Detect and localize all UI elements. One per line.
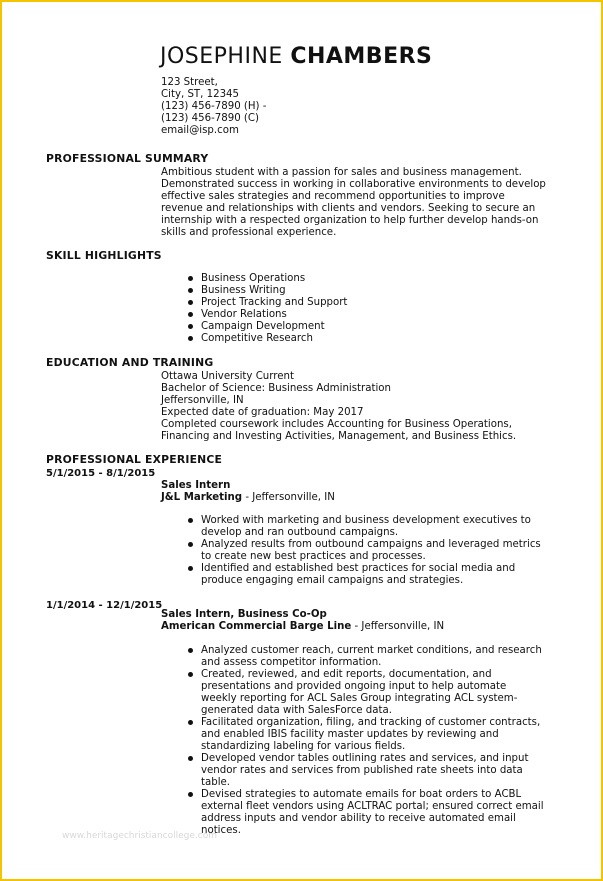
job-bullet bbox=[201, 539, 541, 563]
location-line: Jeffersonville, IN bbox=[161, 395, 244, 406]
first-name: JOSEPHINE bbox=[160, 44, 283, 69]
bullet-line: to create new best practices and processes. bbox=[201, 551, 426, 562]
watermark: www.heritagechristiancollege.com bbox=[62, 831, 217, 841]
bullet-line: presentations and provided ongoing input to help automate bbox=[201, 681, 507, 692]
skill-item: Vendor Relations bbox=[201, 309, 347, 321]
bullet-line: and assess competitor information. bbox=[201, 657, 382, 668]
skill-item: Project Tracking and Support bbox=[201, 297, 348, 308]
summary-line: Ambitious student with a passion for sales and business management. bbox=[161, 167, 522, 178]
job-bullets bbox=[201, 515, 541, 587]
bullet-line: table. bbox=[201, 777, 231, 788]
bullet-line: notices. bbox=[201, 825, 241, 836]
skill-item: Campaign Development bbox=[201, 321, 347, 333]
bullet-line: weekly reporting for ACL Sales Group integrating ACL system- bbox=[201, 693, 518, 704]
candidate-name bbox=[160, 44, 432, 69]
education-text bbox=[161, 371, 516, 443]
bullet-line: Developed vendor tables outlining rates and services, and input bbox=[201, 753, 529, 764]
skill-item: Competitive Research bbox=[201, 333, 347, 345]
skills-list bbox=[201, 273, 347, 345]
job-header bbox=[161, 480, 335, 504]
home-phone: (123) 456-7890 (H) - bbox=[161, 100, 267, 112]
summary-line: skills and professional experience. bbox=[161, 227, 337, 238]
job-bullets bbox=[201, 645, 544, 837]
bullet-line: Analyzed results from outbound campaigns and leveraged metrics bbox=[201, 539, 541, 550]
summary-line: internship with a respected organization to help further develop hands-on bbox=[161, 215, 539, 226]
bullet-line: external fleet vendors using ACLTRAC portal; ensured correct email bbox=[201, 801, 544, 812]
job-dates: 5/1/2015 - 8/1/2015 bbox=[46, 468, 156, 479]
experience-heading: PROFESSIONAL EXPERIENCE bbox=[46, 453, 223, 466]
bullet-line: address inputs and vendor ability to receive automated email bbox=[201, 813, 516, 824]
job-bullet bbox=[201, 645, 544, 669]
coursework-line: Financing and Investing Activities, Management, and Business Ethics. bbox=[161, 431, 517, 442]
email: email@isp.com bbox=[161, 124, 239, 136]
bullet-line: Worked with marketing and business development executives to bbox=[201, 515, 531, 526]
bullet-line: generated data with SalesForce data. bbox=[201, 705, 392, 716]
last-name: CHAMBERS bbox=[290, 44, 433, 69]
job-location: - Jeffersonville, IN bbox=[351, 621, 445, 632]
bullet-line: vendor rates and services from published rate sheets into data bbox=[201, 765, 523, 776]
bullet-line: develop and ran outbound campaigns. bbox=[201, 527, 399, 538]
summary-line: effective sales strategies and recommend opportunities to improve bbox=[161, 191, 505, 202]
job-bullet bbox=[201, 789, 544, 837]
bullet-line: Created, reviewed, and edit reports, documentation, and bbox=[201, 669, 492, 680]
skill-item: Business Operations bbox=[201, 273, 347, 285]
company-name: J&L Marketing bbox=[161, 492, 243, 503]
bullet-line: Identified and established best practices for social media and bbox=[201, 563, 516, 574]
job-bullet bbox=[201, 563, 541, 587]
job-header bbox=[161, 609, 444, 633]
contact-block bbox=[161, 77, 266, 137]
job-location: - Jeffersonville, IN bbox=[242, 492, 335, 503]
address-line: 123 Street, bbox=[161, 77, 218, 88]
summary-text bbox=[161, 167, 546, 239]
summary-line: Demonstrated success in working in collaborative environments to develop bbox=[161, 179, 546, 190]
job-bullet bbox=[201, 717, 544, 753]
school-line: Ottawa University Current bbox=[161, 371, 294, 382]
bullet-line: produce engaging email campaigns and strategies. bbox=[201, 575, 464, 586]
bullet-line: Analyzed customer reach, current market conditions, and research bbox=[201, 645, 542, 656]
education-heading: EDUCATION AND TRAINING bbox=[46, 356, 214, 369]
summary-heading: PROFESSIONAL SUMMARY bbox=[46, 152, 209, 165]
job-title: Sales Intern, Business Co-Op bbox=[161, 609, 327, 620]
company-name: American Commercial Barge Line bbox=[161, 621, 352, 632]
coursework-line: Completed coursework includes Accounting for Business Operations, bbox=[161, 419, 512, 430]
bullet-line: standardizing labeling for various fields. bbox=[201, 741, 406, 752]
skills-heading: SKILL HIGHLIGHTS bbox=[46, 249, 162, 262]
cell-phone: (123) 456-7890 (C) bbox=[161, 112, 259, 124]
bullet-line: and enabled IBIS facility master updates by reviewing and bbox=[201, 729, 499, 740]
summary-line: revenue and relationships with clients and vendors. Seeking to secure an bbox=[161, 203, 536, 214]
bullet-line: Facilitated organization, filing, and tracking of customer contracts, bbox=[201, 717, 541, 728]
skill-item: Business Writing bbox=[201, 285, 347, 297]
job-dates: 1/1/2014 - 12/1/2015 bbox=[46, 600, 163, 611]
graduation-line: Expected date of graduation: May 2017 bbox=[161, 407, 364, 418]
degree-line: Bachelor of Science: Business Administration bbox=[161, 383, 391, 394]
job-bullet bbox=[201, 515, 541, 539]
job-bullet bbox=[201, 669, 544, 717]
job-title: Sales Intern bbox=[161, 480, 231, 491]
city-line: City, ST, 12345 bbox=[161, 88, 240, 100]
job-bullet bbox=[201, 753, 544, 789]
bullet-line: Devised strategies to automate emails for boat orders to ACBL bbox=[201, 789, 522, 800]
